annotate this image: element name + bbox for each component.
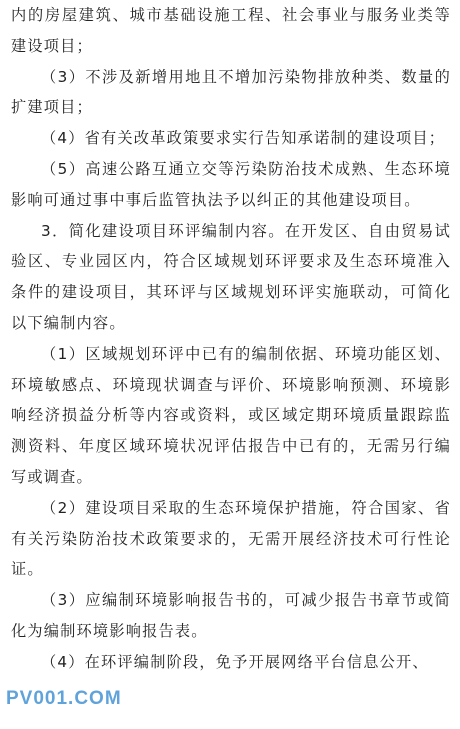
paragraph-item-5-highway: （5）高速公路互通立交等污染防治技术成熟、生态环境影响可通过事中事后监管执法予以纠正的其他建设项目。 [11,159,451,209]
watermark-logo: PV001.COM [6,688,122,709]
paragraph-simplify-item-3: （3）应编制环境影响报告书的，可减少报告书章节或简化为编制环境影响报告表。 [11,591,451,640]
paragraph-item-4-commitment: （4）省有关改革政策要求实行告知承诺制的建设项目； [41,129,446,148]
paragraph-section-3-simplify: 3．简化建设项目环评编制内容。在开发区、自由贸易试验区、专业园区内，符合区域规划环评要求及生态环境准入条件的建设项目，其环评与区域规划环评实施联动，可简化以下编制内容。 [11,221,451,332]
paragraph-continuation: 内的房屋建筑、城市基础设施工程、社会事业与服务业类等建设项目； [11,6,451,55]
paragraph-simplify-item-1: （1）区域规划环评中已有的编制依据、环境功能区划、环境敏感点、环境现状调查与评价、环境影响预测、环境影响经济损益分析等内容或资料，或区域定期环境质量跟踪监测资料、年度区域环境状况评估报告中已有的，无需另行编写或调查。 [11,344,451,486]
paragraph-simplify-item-4: （4）在环评编制阶段，免予开展网络平台信息公开、 [41,652,429,671]
paragraph-simplify-item-2: （2）建设项目采取的生态环境保护措施，符合国家、省有关污染防治技术政策要求的，无需开展经济技术可行性论证。 [11,498,451,579]
paragraph-item-3-expansion: （3）不涉及新增用地且不增加污染物排放种类、数量的扩建项目； [11,67,451,117]
